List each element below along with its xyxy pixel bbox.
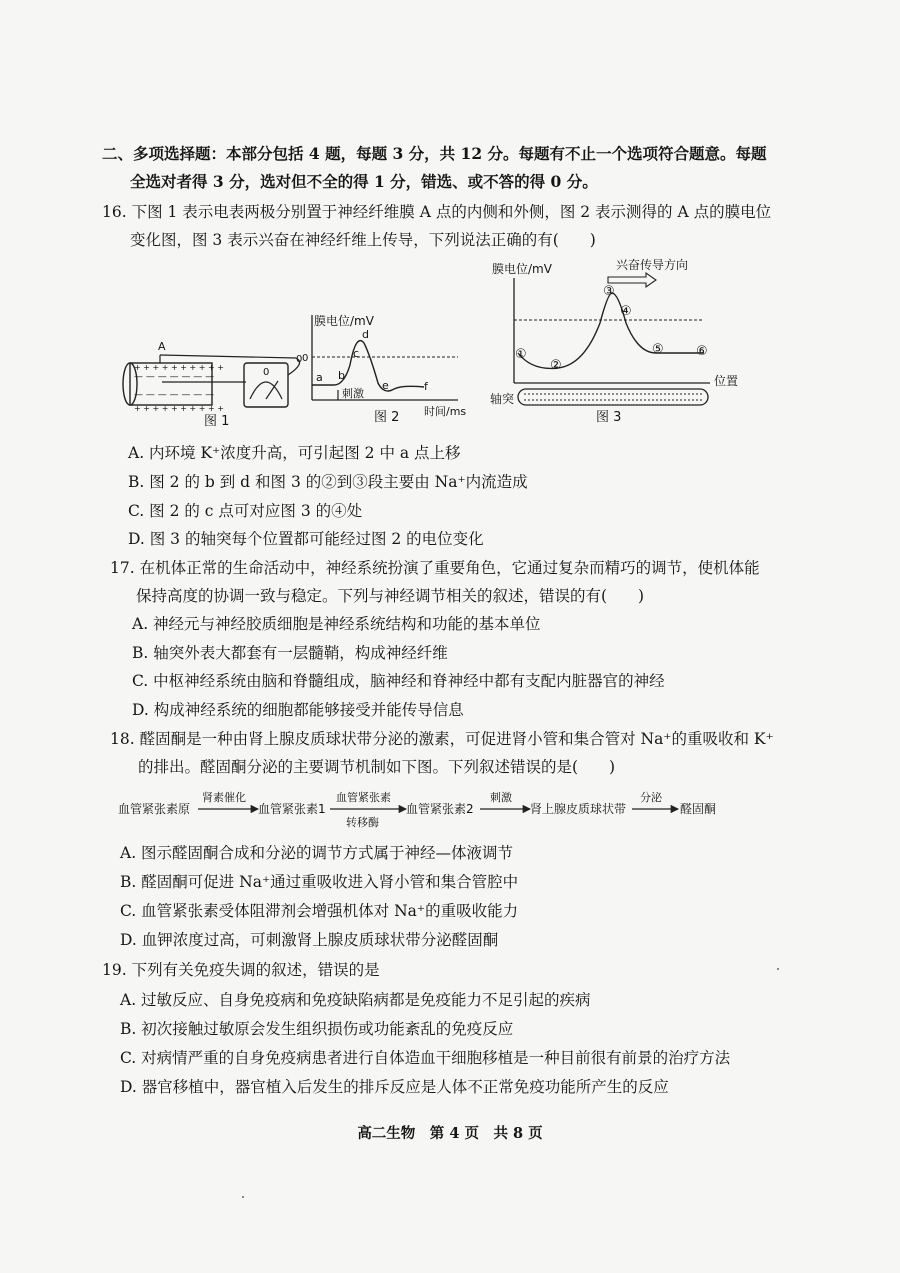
fig3-direction-arrow [608,273,656,287]
q19-option-D: D. 器官移植中，器官植入后发生的排斥反应是人体不正常免疫功能所产生的反应 [120,1078,669,1096]
fig2-point-e: e [382,379,389,392]
fig1-plus-top: + + + + + + + + + + [134,363,224,372]
fig1-caption: 图 1 [204,414,230,429]
fig3-axon-label: 轴突 [490,392,515,406]
q17-option-A: A. 神经元与神经胶质细胞是神经系统结构和功能的基本单位 [132,615,541,633]
fig1-plus-bottom: + + + + + + + + + + [134,404,224,413]
flow-arrow-3-label: 刺激 [490,791,512,804]
fig3-caption: 图 3 [596,410,622,425]
q18-stem-line-1: 18. 醛固酮是一种由肾上腺皮质球状带分泌的激素，可促进肾小管和集合管对 Na⁺的重吸收和 K⁺ [110,730,774,748]
q19-stem: 19. 下列有关免疫失调的叙述，错误的是 [102,961,380,979]
fig3-point-4: ④ [620,304,632,319]
fig3-xlabel: 位置 [714,374,739,388]
flow-arrow-1-label: 肾素催化 [202,791,246,804]
fig2-stimulus: 刺激 [342,387,364,400]
flow-arrow-2-label-top: 血管紧张素 [336,791,391,804]
q19-option-C: C. 对病情严重的自身免疫病患者进行自体造血干细胞移植是一种目前很有前景的治疗方法 [120,1049,731,1067]
fig1-minus-bottom: — — — — — — — [134,390,215,400]
fig2-caption: 图 2 [374,410,400,423]
fig2-xlabel: 时间/ms [424,405,467,418]
fig3-point-5: ⑤ [652,342,664,357]
q17-option-C: C. 中枢神经系统由脑和脊髓组成，脑神经和脊神经中都有支配内脏器官的神经 [132,672,665,690]
fig2-point-d: d [362,328,369,341]
fig2-potential-curve [312,341,424,391]
fig1-label-A: A [158,340,166,353]
fig3-axon [518,389,708,405]
q16-stem-line-2: 变化图，图 3 表示兴奋在神经纤维上传导，下列说法正确的有( ) [130,231,596,249]
q17-option-D: D. 构成神经系统的细胞都能够接受并能传导信息 [132,701,464,719]
fig2-point-a: a [316,371,323,384]
fig2-zero: 0 [302,353,309,364]
flow-arrow-4-label: 分泌 [640,791,662,804]
scan-speck [777,968,779,970]
flow-node-angiotensinogen: 血管紧张素原 [118,802,191,816]
flow-node-angiotensin-1: 血管紧张素1 [258,802,326,816]
meter-dial [250,382,282,399]
fig2-point-f: f [424,380,428,393]
figure-3-impulse-conduction [488,253,758,428]
q19-option-B: B. 初次接触过敏原会发生组织损伤或功能紊乱的免疫反应 [120,1020,514,1038]
q17-stem-line-2: 保持高度的协调一致与稳定。下列与神经调节相关的叙述，错误的有( ) [136,587,645,605]
figure-2-membrane-potential [298,305,488,423]
fig3-potential-curve [518,293,704,368]
q18-option-D: D. 血钾浓度过高，可刺激肾上腺皮质球状带分泌醛固酮 [120,931,499,949]
q16-option-B: B. 图 2 的 b 到 d 和图 3 的②到③段主要由 Na⁺内流造成 [128,473,528,491]
q18-option-A: A. 图示醛固酮合成和分泌的调节方式属于神经—体液调节 [120,844,514,862]
fig1-minus-top: — — — — — — — [134,372,215,382]
scan-speck [242,1196,244,1198]
q19-option-A: A. 过敏反应、自身免疫病和免疫缺陷病都是免疫能力不足引起的疾病 [120,991,591,1009]
flow-arrow-2-label-bottom: 转移酶 [346,816,379,829]
fig2-point-c: c [353,347,360,360]
q18-option-C: C. 血管紧张素受体阻滞剂会增强机体对 Na⁺的重吸收能力 [120,902,519,920]
fig1-meter-zero: 0 [263,367,270,378]
fig3-point-1: ① [515,347,527,362]
q18-stem-line-2: 的排出。醛固酮分泌的主要调节机制如下图。下列叙述错误的是( ) [138,758,616,776]
fig2-ylabel: 膜电位/mV [314,314,374,328]
q16-option-D: D. 图 3 的轴突每个位置都可能经过图 2 的电位变化 [128,530,484,548]
flow-node-adrenal-cortex: 肾上腺皮质球状带 [530,802,627,816]
figure-1-nerve-fiber-meter [120,335,310,435]
aldosterone-regulation-flow [118,790,758,836]
q16-option-A: A. 内环境 K⁺浓度升高，可引起图 2 中 a 点上移 [128,444,461,462]
section-header-line-2: 全选对者得 3 分，选对但不全的得 1 分，错选、或不答的得 0 分。 [130,172,598,191]
q16-option-C: C. 图 2 的 c 点可对应图 3 的④处 [128,502,363,520]
fig1-wire-zero: 0 [296,354,303,365]
q17-stem-line-1: 17. 在机体正常的生命活动中，神经系统扮演了重要角色，它通过复杂而精巧的调节，使机体能 [110,559,760,577]
fig3-direction-label: 兴奋传导方向 [616,258,689,272]
flow-node-aldosterone: 醛固酮 [680,802,717,816]
fig3-ylabel: 膜电位/mV [492,262,552,276]
section-header-line-1: 二、多项选择题：本部分包括 4 题，每题 3 分，共 12 分。每题有不止一个选项符合题意。每题 [102,144,767,163]
flow-node-angiotensin-2: 血管紧张素2 [406,802,474,816]
q17-option-B: B. 轴突外表大都套有一层髓鞘，构成神经纤维 [132,644,448,662]
q16-stem-line-1: 16. 下图 1 表示电表两极分别置于神经纤维膜 A 点的内侧和外侧，图 2 表示测得的 A 点的膜电位 [102,203,772,221]
fig3-point-6: ⑥ [696,344,708,359]
fig2-point-b: b [338,369,345,382]
fig3-point-2: ② [550,358,562,373]
fig3-point-3: ③ [603,284,615,299]
page-footer: 高二生物 第 4 页 共 8 页 [357,1125,543,1142]
q18-option-B: B. 醛固酮可促进 Na⁺通过重吸收进入肾小管和集合管腔中 [120,873,519,891]
electrode-wire-outer [160,355,296,358]
